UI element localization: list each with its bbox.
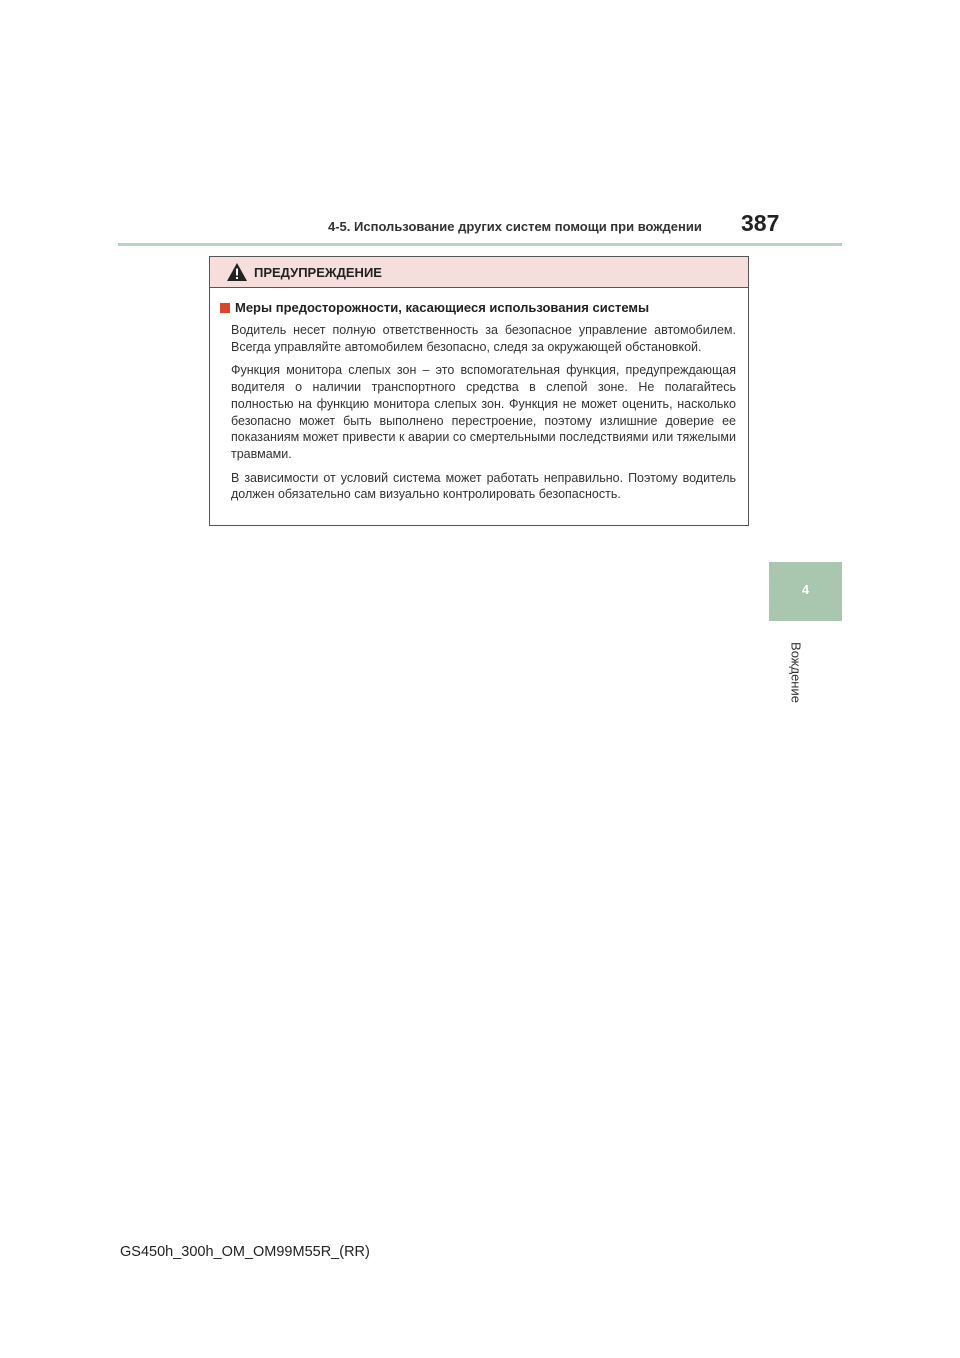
warning-subheading <box>220 300 738 315</box>
warning-paragraph: Водитель несет полную ответственность за безопасное управление автомобилем. Всегда управляйте автомобилем безопасно, следя за окружающей обстановкой. <box>231 323 736 354</box>
warning-header <box>210 257 748 288</box>
warning-paragraph: Функция монитора слепых зон – это вспомогательная функция, предупреждающая водителя о наличии транспортного средства в слепой зоне. Не полагайтесь полностью на функцию монитора слепых зон. Функция не может оценить, насколько безопасно может быть выполнено перестроение, поэтому излишние доверие ее показаниям может привести к аварии со смертельными последствиями или тяжелыми травмами. <box>231 363 736 461</box>
warning-body <box>210 288 748 503</box>
square-bullet-icon <box>220 303 230 313</box>
warning-triangle-icon <box>226 262 248 282</box>
chapter-tab-number: 4 <box>801 582 810 597</box>
document-code-footer: GS450h_300h_OM_OM99M55R_(RR) <box>120 1244 370 1260</box>
page-number: 387 <box>741 210 780 236</box>
chapter-tab <box>769 562 842 621</box>
warning-title: ПРЕДУПРЕЖДЕНИЕ <box>254 265 382 280</box>
warning-paragraph: В зависимости от условий система может работать неправильно. Поэтому водитель должен обязательно сам визуально контролировать безопасность. <box>231 470 736 502</box>
running-header-section: 4-5. Использование других систем помощи при вождении <box>328 219 702 234</box>
chapter-tab-label: Вождение <box>788 642 804 703</box>
header-divider <box>118 243 842 246</box>
warning-subheading-text: Меры предосторожности, касающиеся использования системы <box>235 300 650 315</box>
warning-box <box>209 256 749 526</box>
